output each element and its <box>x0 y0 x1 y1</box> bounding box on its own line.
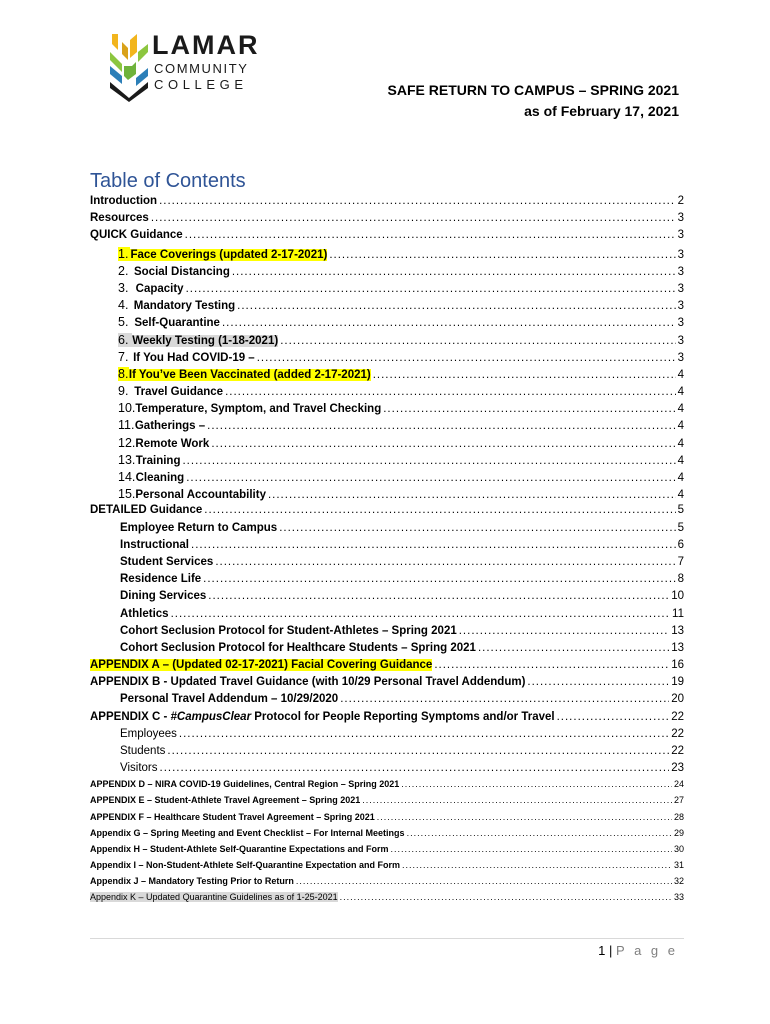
toc-entry[interactable]: 11. Gatherings – ..... 4 <box>90 418 684 435</box>
toc-entry[interactable]: Residence Life ..... 8 <box>90 573 684 590</box>
toc-entry[interactable]: 7. If You Had COVID-19 – ..... 3 <box>90 350 684 367</box>
toc-entry[interactable]: APPENDIX F – Healthcare Student Travel Agreement – Spring 2021 ..... 28 <box>90 812 684 828</box>
toc-entry[interactable]: Appendix I – Non-Student-Athlete Self-Quarantine Expectation and Form ..... 31 <box>90 860 684 876</box>
toc-entry[interactable]: DETAILED Guidance ..... 5 <box>90 504 684 521</box>
toc-entry[interactable]: 4. Mandatory Testing ..... 3 <box>90 298 684 315</box>
title-line-2: as of February 17, 2021 <box>524 103 679 119</box>
college-logo <box>108 30 278 102</box>
toc-entry[interactable]: Athletics ..... 11 <box>90 608 684 625</box>
toc-entry[interactable]: APPENDIX E – Student-Athlete Travel Agreement – Spring 2021 ..... 27 <box>90 795 684 811</box>
document-title <box>388 80 679 122</box>
page-footer <box>598 943 678 958</box>
toc-entry[interactable]: 6. Weekly Testing (1-18-2021) ..... 3 <box>90 333 684 350</box>
toc-entry[interactable]: Employees ..... 22 <box>90 728 684 745</box>
toc-entry[interactable]: Dining Services ..... 10 <box>90 590 684 607</box>
toc-entry[interactable]: Appendix G – Spring Meeting and Event Checklist – For Internal Meetings ..... 29 <box>90 828 684 844</box>
chevron-logo-icon <box>108 30 152 102</box>
toc-entry[interactable]: APPENDIX A – (Updated 02-17-2021) Facial Covering Guidance ..... 16 <box>90 659 684 676</box>
toc-entry[interactable]: 5. Self-Quarantine ..... 3 <box>90 315 684 332</box>
table-of-contents <box>90 195 684 908</box>
toc-entry[interactable]: Introduction ..... 2 <box>90 195 684 212</box>
page-number: 1 <box>598 943 606 958</box>
toc-entry[interactable]: Students ..... 22 <box>90 745 684 762</box>
toc-entry[interactable]: Cohort Seclusion Protocol for Student-Athletes – Spring 2021 ..... 13 <box>90 625 684 642</box>
toc-entry[interactable]: Appendix K – Updated Quarantine Guidelines as of 1-25-2021 ..... 33 <box>90 892 684 908</box>
toc-entry[interactable]: 13. Training ..... 4 <box>90 453 684 470</box>
toc-entry[interactable]: 2. Social Distancing ..... 3 <box>90 264 684 281</box>
footer-separator: | <box>609 943 613 958</box>
logo-college: COLLEGE <box>154 77 248 92</box>
page-label: P a g e <box>616 943 678 958</box>
toc-entry[interactable]: Instructional ..... 6 <box>90 539 684 556</box>
toc-entry[interactable]: Appendix J – Mandatory Testing Prior to Return ..... 32 <box>90 876 684 892</box>
toc-entry[interactable]: 3. Capacity ..... 3 <box>90 281 684 298</box>
toc-entry[interactable]: 1. Face Coverings (updated 2-17-2021) ..... 3 <box>90 247 684 264</box>
toc-entry[interactable]: Student Services ..... 7 <box>90 556 684 573</box>
toc-entry[interactable]: 12. Remote Work ..... 4 <box>90 436 684 453</box>
toc-heading: Table of Contents <box>90 170 246 192</box>
toc-entry[interactable]: 8. If You’ve Been Vaccinated (added 2-17-2021) ..... 4 <box>90 367 684 384</box>
toc-entry[interactable]: Personal Travel Addendum – 10/29/2020 ..... 20 <box>90 693 684 710</box>
toc-entry[interactable]: QUICK Guidance ..... 3 <box>90 229 684 246</box>
toc-entry[interactable]: Cohort Seclusion Protocol for Healthcare Students – Spring 2021 ..... 13 <box>90 642 684 659</box>
toc-entry[interactable]: Employee Return to Campus ..... 5 <box>90 522 684 539</box>
toc-entry[interactable]: 10. Temperature, Symptom, and Travel Checking ..... 4 <box>90 401 684 418</box>
toc-entry[interactable]: APPENDIX D – NIRA COVID-19 Guidelines, Central Region – Spring 2021 ..... 24 <box>90 779 684 795</box>
title-line-1: SAFE RETURN TO CAMPUS – SPRING 2021 <box>387 82 679 98</box>
toc-entry[interactable]: Visitors ..... 23 <box>90 762 684 779</box>
logo-name: LAMAR <box>152 30 260 60</box>
toc-entry[interactable]: Appendix H – Student-Athlete Self-Quarantine Expectations and Form ..... 30 <box>90 844 684 860</box>
footer-divider <box>90 938 684 939</box>
toc-entry[interactable]: APPENDIX C - #CampusClear Protocol for People Reporting Symptoms and/or Travel ..... 22 <box>90 711 684 728</box>
toc-entry[interactable]: Resources ..... 3 <box>90 212 684 229</box>
toc-entry[interactable]: 14. Cleaning ..... 4 <box>90 470 684 487</box>
logo-community: COMMUNITY <box>154 61 249 76</box>
toc-entry[interactable]: 9. Travel Guidance ..... 4 <box>90 384 684 401</box>
toc-entry[interactable]: APPENDIX B - Updated Travel Guidance (with 10/29 Personal Travel Addendum) ..... 19 <box>90 676 684 693</box>
toc-entry[interactable]: 15. Personal Accountability ..... 4 <box>90 487 684 504</box>
